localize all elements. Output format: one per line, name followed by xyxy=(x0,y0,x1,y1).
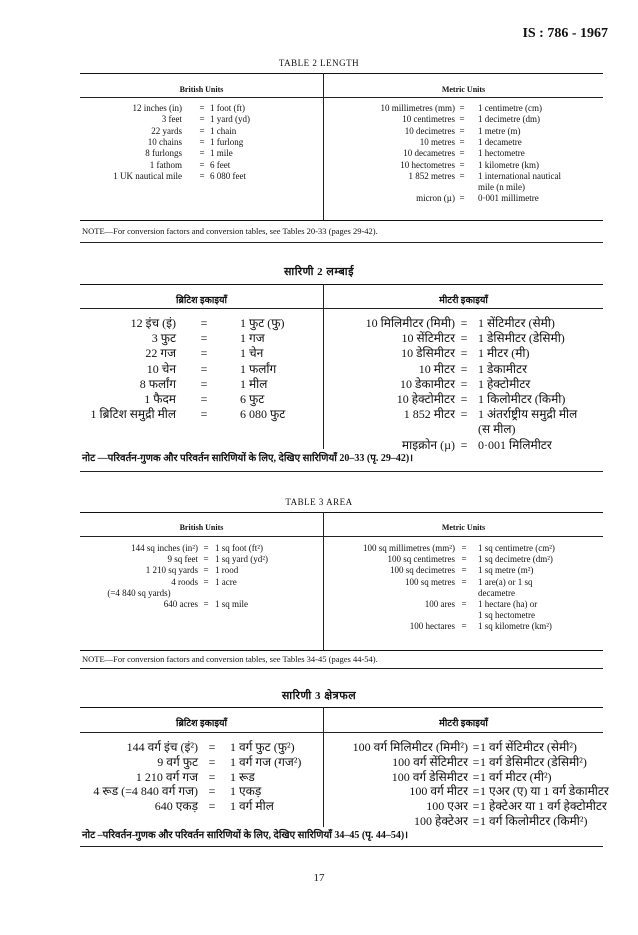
left-equivalent: 1 sq foot (ft²) xyxy=(215,543,263,553)
rule xyxy=(80,242,603,243)
left-equivalent: 1 फुट (फु) xyxy=(240,316,285,330)
equals-sign: = xyxy=(208,770,216,784)
left-equivalent: 6 फुट xyxy=(240,392,265,406)
equals-sign: = xyxy=(461,599,467,609)
column-divider xyxy=(323,512,324,650)
british-units-heading-hindi: ब्रिटिश इकाइयाँ xyxy=(175,719,228,729)
table-3-note: NOTE—For conversion factors and conversion tables, see Tables 34-45 (pages 44-54). xyxy=(82,654,378,664)
left-equivalent: 1 वर्ग गज (गज²) xyxy=(230,755,302,769)
left-quantity: 10 chains xyxy=(147,137,182,147)
right-equivalent: 1 centimetre (cm) xyxy=(478,103,542,113)
right-equivalent: 1 हेक्टोमीटर xyxy=(478,377,531,391)
left-quantity: 12 inches (in) xyxy=(132,103,182,113)
british-units-heading: British Units xyxy=(179,523,224,532)
table-2-note: NOTE—For conversion factors and conversion tables, see Tables 20-33 (pages 29-42). xyxy=(82,226,378,236)
left-quantity: 12 इंच (इं) xyxy=(130,316,176,330)
rule xyxy=(80,97,603,98)
rule xyxy=(80,220,603,221)
equals-sign: = xyxy=(208,799,216,813)
equals-sign: = xyxy=(199,148,205,158)
rule xyxy=(80,284,603,285)
equals-sign: = xyxy=(460,362,468,376)
left-quantity: 144 वर्ग इंच (इं²) xyxy=(126,740,198,754)
equals-sign: = xyxy=(472,755,480,769)
rule xyxy=(80,846,603,847)
sarini-2-title: सारिणी 2 लम्बाई xyxy=(284,266,354,278)
metric-units-heading: Metric Units xyxy=(441,523,486,532)
left-quantity: 3 feet xyxy=(161,114,182,124)
right-quantity: 10 centimetres xyxy=(402,114,455,124)
right-equivalent: 1 अंतर्राष्ट्रीय समुद्री मील xyxy=(478,407,578,421)
equals-sign: = xyxy=(461,565,467,575)
left-equivalent: 1 वर्ग मील xyxy=(230,799,274,813)
equals-sign: = xyxy=(460,407,468,421)
right-equivalent: 1 मीटर (मी) xyxy=(478,346,530,360)
right-quantity: 100 वर्ग डेसिमीटर xyxy=(391,770,468,784)
right-equivalent: 1 डेकामीटर xyxy=(478,362,527,376)
left-equivalent: 1 फर्लांग xyxy=(240,362,277,376)
left-equivalent: 1 sq mile xyxy=(215,599,248,609)
equals-sign: = xyxy=(472,740,480,754)
right-quantity: 100 वर्ग मीटर xyxy=(409,784,468,798)
right-quantity: 10 मिलिमीटर (मिमी) xyxy=(365,316,455,330)
equals-sign: = xyxy=(199,137,205,147)
right-equivalent: decametre xyxy=(478,588,515,598)
equals-sign: = xyxy=(199,126,205,136)
equals-sign: = xyxy=(200,362,208,376)
right-equivalent: 1 एअर (ए) या 1 वर्ग डेकामीटर xyxy=(480,784,609,798)
right-equivalent: 1 international nautical xyxy=(478,171,561,181)
equals-sign: = xyxy=(208,784,216,798)
right-quantity: 10 hectometres xyxy=(400,160,455,170)
rule xyxy=(80,73,603,74)
equals-sign: = xyxy=(459,114,465,124)
left-quantity: 4 roods xyxy=(171,577,198,587)
equals-sign: = xyxy=(459,171,465,181)
right-quantity: 100 sq centimetres xyxy=(387,554,455,564)
right-equivalent: 1 metre (m) xyxy=(478,126,521,136)
right-equivalent: 1 किलोमीटर (किमी) xyxy=(478,392,566,406)
rule xyxy=(80,471,603,472)
equals-sign: = xyxy=(459,160,465,170)
right-quantity: 100 sq decimetres xyxy=(390,565,455,575)
right-equivalent: 1 hectare (ha) or xyxy=(478,599,538,609)
right-equivalent: 1 हेक्टेअर या 1 वर्ग हेक्टोमीटर xyxy=(480,799,607,813)
rule xyxy=(80,650,603,651)
left-quantity: 8 फर्लांग xyxy=(139,377,176,391)
right-quantity: 10 millimetres (mm) xyxy=(380,103,455,113)
right-quantity: micron (µ) xyxy=(416,193,455,203)
right-quantity: 100 एअर xyxy=(426,799,468,813)
right-equivalent: 1 वर्ग मीटर (मी²) xyxy=(480,770,552,784)
left-quantity: 22 गज xyxy=(145,346,176,360)
rule xyxy=(80,668,603,669)
right-quantity: 100 ares xyxy=(424,599,455,609)
left-quantity: 640 acres xyxy=(163,599,198,609)
left-equivalent: 1 गज xyxy=(240,331,265,345)
rule xyxy=(80,707,603,708)
right-equivalent: 1 hectometre xyxy=(478,148,525,158)
right-equivalent: 1 वर्ग सेंटिमीटर (सेमी²) xyxy=(480,740,577,754)
equals-sign: = xyxy=(461,543,467,553)
left-quantity: 1 फैदम xyxy=(144,392,176,406)
right-equivalent: 1 sq metre (m²) xyxy=(478,565,534,575)
right-equivalent: mile (n mile) xyxy=(478,182,525,192)
table-2-title: TABLE 2 LENGTH xyxy=(278,58,360,68)
right-quantity: 10 decimetres xyxy=(404,126,455,136)
left-equivalent: 1 mile xyxy=(210,148,233,158)
right-equivalent: 1 sq kilometre (km²) xyxy=(478,621,552,631)
left-quantity: 1 210 sq yards xyxy=(145,565,198,575)
right-equivalent: 1 वर्ग किलोमीटर (किमी²) xyxy=(480,814,588,828)
right-quantity: 100 वर्ग मिलिमीटर (मिमी²) xyxy=(352,740,468,754)
right-quantity: 100 sq metres xyxy=(405,577,455,587)
equals-sign: = xyxy=(459,148,465,158)
left-equivalent: 1 रूड xyxy=(230,770,255,784)
right-equivalent: 1 sq hectometre xyxy=(478,610,535,620)
rule xyxy=(80,308,603,309)
equals-sign: = xyxy=(459,137,465,147)
right-equivalent: 1 kilometre (km) xyxy=(478,160,539,170)
equals-sign: = xyxy=(472,770,480,784)
sarini-3-title: सारिणी 3 क्षेत्रफल xyxy=(281,690,357,702)
left-quantity: (=4 840 sq yards) xyxy=(107,588,171,598)
left-quantity: 1 ब्रिटिश समुद्री मील xyxy=(90,407,176,421)
equals-sign: = xyxy=(203,565,209,575)
left-equivalent: 1 acre xyxy=(215,577,237,587)
right-quantity: 100 hectares xyxy=(409,621,455,631)
equals-sign: = xyxy=(460,346,468,360)
equals-sign: = xyxy=(199,171,205,181)
table-3-title: TABLE 3 AREA xyxy=(285,497,353,507)
equals-sign: = xyxy=(200,316,208,330)
equals-sign: = xyxy=(472,799,480,813)
equals-sign: = xyxy=(199,114,205,124)
left-equivalent: 1 foot (ft) xyxy=(210,103,245,113)
left-equivalent: 6 080 feet xyxy=(210,171,246,181)
sarini-2-note: नोट —परिवर्तन-गुणक और परिवर्तन सारिणियों के लिए, देखिए सारिणियाँ 20–33 (पृ. 29–42)। xyxy=(82,453,414,464)
left-equivalent: 1 sq yard (yd²) xyxy=(215,554,268,564)
left-quantity: 9 sq feet xyxy=(167,554,198,564)
metric-units-heading-hindi: मीटरी इकाइयाँ xyxy=(439,296,488,306)
equals-sign: = xyxy=(208,740,216,754)
left-quantity: 1 210 वर्ग गज xyxy=(135,770,198,784)
right-quantity: 1 852 metres xyxy=(408,171,455,181)
left-quantity: 8 furlongs xyxy=(145,148,182,158)
right-quantity: 10 सेंटिमीटर xyxy=(401,331,455,345)
right-quantity: 100 हेक्टेअर xyxy=(413,814,468,828)
equals-sign: = xyxy=(200,346,208,360)
right-equivalent: 0·001 मिलिमीटर xyxy=(478,438,552,452)
left-equivalent: 1 yard (yd) xyxy=(210,114,250,124)
standard-number: IS : 786 - 1967 xyxy=(522,26,608,41)
right-quantity: 100 वर्ग सेंटिमीटर xyxy=(392,755,468,769)
rule xyxy=(80,732,603,733)
equals-sign: = xyxy=(460,316,468,330)
left-quantity: 640 एकड़ xyxy=(154,799,198,813)
right-quantity: 10 हेक्टोमीटर xyxy=(396,392,455,406)
equals-sign: = xyxy=(208,755,216,769)
right-quantity: 10 metres xyxy=(419,137,455,147)
equals-sign: = xyxy=(460,392,468,406)
right-equivalent: 1 decametre xyxy=(478,137,522,147)
equals-sign: = xyxy=(203,577,209,587)
left-quantity: 22 yards xyxy=(151,126,182,136)
left-equivalent: 6 080 फुट xyxy=(240,407,286,421)
metric-units-heading: Metric Units xyxy=(441,85,486,94)
right-quantity: माइक्रोन (µ) xyxy=(401,438,455,452)
left-equivalent: 1 मील xyxy=(240,377,268,391)
right-quantity: 10 डेसिमीटर xyxy=(401,346,455,360)
equals-sign: = xyxy=(203,554,209,564)
equals-sign: = xyxy=(199,160,205,170)
equals-sign: = xyxy=(460,377,468,391)
equals-sign: = xyxy=(200,331,208,345)
left-quantity: 1 fathom xyxy=(149,160,182,170)
equals-sign: = xyxy=(200,392,208,406)
left-equivalent: 1 एकड़ xyxy=(230,784,262,798)
left-equivalent: 1 furlong xyxy=(210,137,244,147)
left-equivalent: 1 वर्ग फुट (फु²) xyxy=(230,740,295,754)
column-divider xyxy=(323,73,324,220)
equals-sign: = xyxy=(460,331,468,345)
left-quantity: 1 UK nautical mile xyxy=(113,171,182,181)
page-number: 17 xyxy=(313,872,325,884)
equals-sign: = xyxy=(459,103,465,113)
equals-sign: = xyxy=(203,543,209,553)
british-units-heading-hindi: ब्रिटिश इकाइयाँ xyxy=(175,296,228,306)
right-quantity: 1 852 मीटर xyxy=(403,407,455,421)
right-equivalent: 1 sq decimetre (dm²) xyxy=(478,554,553,564)
equals-sign: = xyxy=(203,599,209,609)
equals-sign: = xyxy=(460,438,468,452)
equals-sign: = xyxy=(472,814,480,828)
right-equivalent: (स मील) xyxy=(478,422,516,436)
left-quantity: 3 फुट xyxy=(151,331,176,345)
equals-sign: = xyxy=(199,103,205,113)
right-quantity: 10 डेकामीटर xyxy=(400,377,455,391)
equals-sign: = xyxy=(461,577,467,587)
rule xyxy=(80,512,603,513)
right-equivalent: 1 वर्ग डेसिमीटर (डेसिमी²) xyxy=(480,755,587,769)
left-equivalent: 6 feet xyxy=(210,160,231,170)
sarini-3-note: नोट –परिवर्तन-गुणक और परिवर्तन सारिणियों के लिए, देखिए सारिणियाँ 34–45 (पृ. 44–54)। xyxy=(82,830,409,841)
equals-sign: = xyxy=(200,407,208,421)
right-quantity: 10 मीटर xyxy=(418,362,455,376)
right-equivalent: 0·001 millimetre xyxy=(478,193,539,203)
left-quantity: 144 sq inches (in²) xyxy=(131,543,198,553)
equals-sign: = xyxy=(459,126,465,136)
left-equivalent: 1 chain xyxy=(210,126,237,136)
left-equivalent: 1 चेन xyxy=(240,346,264,360)
equals-sign: = xyxy=(472,784,480,798)
left-quantity: 10 चेन xyxy=(146,362,176,376)
equals-sign: = xyxy=(461,621,467,631)
equals-sign: = xyxy=(459,193,465,203)
left-quantity: 4 रूड (=4 840 वर्ग गज) xyxy=(93,784,198,798)
right-quantity: 100 sq millimetres (mm²) xyxy=(363,543,455,553)
right-equivalent: 1 sq centimetre (cm²) xyxy=(478,543,555,553)
right-equivalent: 1 are(a) or 1 sq xyxy=(478,577,533,587)
right-equivalent: 1 डेसिमीटर (डेसिमी) xyxy=(478,331,565,345)
left-quantity: 9 वर्ग फुट xyxy=(157,755,198,769)
right-equivalent: 1 decimetre (dm) xyxy=(478,114,540,124)
right-quantity: 10 decametres xyxy=(403,148,455,158)
equals-sign: = xyxy=(200,377,208,391)
metric-units-heading-hindi: मीटरी इकाइयाँ xyxy=(439,719,488,729)
british-units-heading: British Units xyxy=(179,85,224,94)
equals-sign: = xyxy=(461,554,467,564)
rule xyxy=(80,536,603,537)
right-equivalent: 1 सेंटिमीटर (सेमी) xyxy=(478,316,555,330)
left-equivalent: 1 rood xyxy=(215,565,239,575)
